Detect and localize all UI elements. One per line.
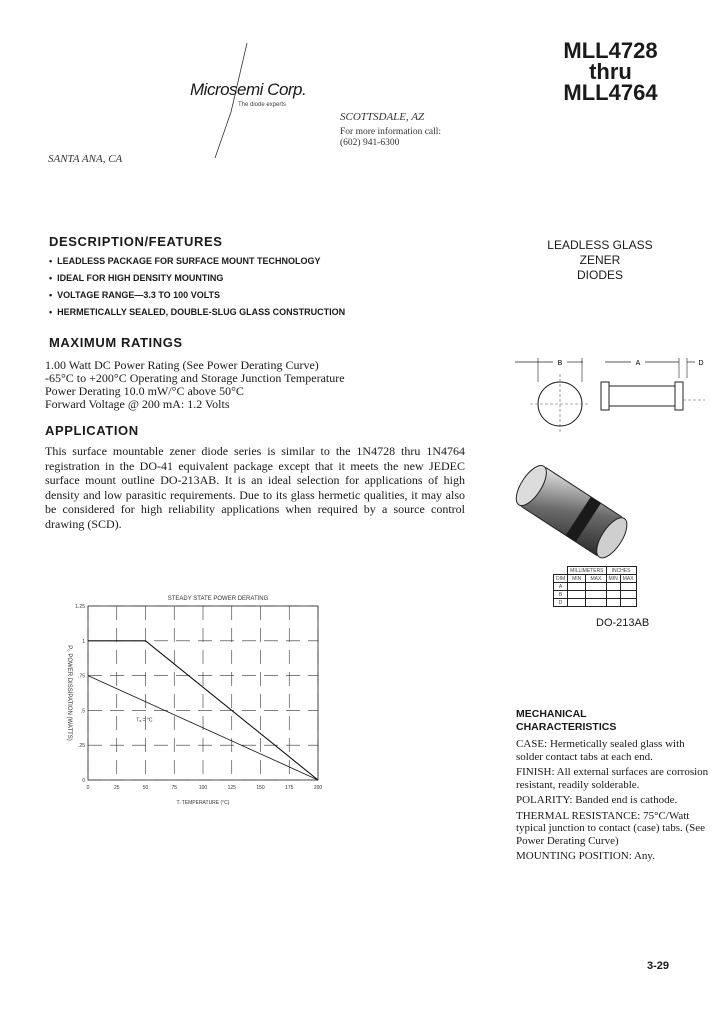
x-tick-label: 0 <box>86 785 90 791</box>
description-heading: DESCRIPTION/FEATURES <box>49 234 223 249</box>
rating-line: -65°C to +200°C Operating and Storage Junction Temperature <box>45 371 345 385</box>
chart-annotation: Tₐ = °C <box>136 717 153 724</box>
company-tagline: The diode experts <box>238 102 287 108</box>
y-tick-label: 1.25 <box>75 604 85 610</box>
ratings-list <box>45 359 345 411</box>
mech-thermal-text: 75°C/Watt typical junction to contact (case) tabs. (See Power Derating Curve) <box>516 809 706 847</box>
x-tick-label: 50 <box>142 785 149 791</box>
page-number: 3-29 <box>647 960 670 972</box>
feature-list <box>49 253 345 321</box>
rating-line: 1.00 Watt DC Power Rating (See Power Derating Curve) <box>45 358 319 372</box>
y-tick-label: .25 <box>78 743 85 750</box>
chart-y-axis-label: P₀ POWER DISSIPATION (WATTS) <box>66 645 72 741</box>
mechanical-characteristics <box>516 738 712 866</box>
y-tick-label: .75 <box>78 673 85 680</box>
y-tick-label: 0 <box>82 778 85 784</box>
mech-case <box>516 738 712 763</box>
table-cell <box>586 599 606 607</box>
table-header-cell: MIN <box>568 575 586 583</box>
feature-item: • LEADLESS PACKAGE FOR SURFACE MOUNT TECHNOLOGY <box>49 253 345 270</box>
product-type-line1: LEADLESS GLASS <box>547 238 653 252</box>
x-tick-label: 25 <box>113 785 120 791</box>
table-header-cell: DIM <box>554 575 568 583</box>
contact-info <box>340 127 441 149</box>
mech-mounting-text: Any. <box>633 850 655 862</box>
mech-finish-text: All external surfaces are corrosion resistant, readily solderable. <box>516 766 709 791</box>
dim-label-b: B <box>557 360 563 367</box>
table-header-cell: MIN <box>606 575 620 583</box>
y-tick-label: 1 <box>82 638 85 645</box>
table-row <box>554 567 637 575</box>
table-cell <box>568 583 586 591</box>
mech-mounting-label: MOUNTING POSITION: <box>516 850 632 862</box>
product-type-title <box>540 238 660 283</box>
table-row <box>554 575 637 583</box>
mech-case-text: Hermetically sealed glass with solder contact tabs at each end. <box>516 738 685 763</box>
product-type-line3: DIODES <box>576 268 623 282</box>
application-text: This surface mountable zener diode series is similar to the 1N4728 thru 1N4764 registration in the DO-41 equivalent package except that it meets the new JEDEC surface mount outline DO-213AB. It is an ideal selection for applications of high density and low parasitic requirements. Due to its glass hermetic qualities, it may also be considered for high reliability applications when required by a source control drawing (SCD). <box>45 444 465 531</box>
mech-thermal-label: THERMAL RESISTANCE: <box>516 809 641 822</box>
x-tick-label: 75 <box>171 785 178 791</box>
dim-label-d: D <box>698 360 704 367</box>
ratings-heading: MAXIMUM RATINGS <box>49 335 183 350</box>
table-header-cell: MAX <box>620 575 636 583</box>
table-cell: A <box>554 583 568 591</box>
part-number-block <box>548 40 673 103</box>
table-cell <box>606 599 620 607</box>
mech-polarity-label: POLARITY: <box>516 794 573 806</box>
chart-x-axis-label: Tₗ TEMPERATURE (°C) <box>176 800 230 806</box>
chart-title: STEADY STATE POWER DERATING <box>167 596 269 602</box>
table-cell <box>586 583 606 591</box>
power-derating-chart <box>58 590 328 820</box>
table-group-header: INCHES <box>606 567 636 575</box>
x-tick-label: 150 <box>256 785 265 791</box>
x-tick-label: 100 <box>198 785 208 791</box>
part-number-top: MLL4728 <box>563 38 658 63</box>
rating-line: Power Derating 10.0 mW/°C above 50°C <box>45 384 244 398</box>
rating-line: Forward Voltage @ 200 mA: 1.2 Volts <box>45 397 230 411</box>
table-group-header: MILLIMETERS <box>568 567 606 575</box>
mech-case-label: CASE: <box>516 738 548 750</box>
feature-item: • IDEAL FOR HIGH DENSITY MOUNTING <box>49 270 345 287</box>
mechanical-heading-line1: MECHANICAL <box>516 708 587 720</box>
contact-info-line1: For more information call: <box>340 127 442 137</box>
feature-item: • HERMETICALLY SEALED, DOUBLE-SLUG GLASS CONSTRUCTION <box>49 304 345 321</box>
mech-thermal <box>516 810 712 848</box>
feature-item: • VOLTAGE RANGE—3.3 TO 100 VOLTS <box>49 287 345 304</box>
table-header-cell: MAX <box>586 575 606 583</box>
package-dimension-table <box>553 566 637 607</box>
mechanical-heading <box>516 708 616 734</box>
chart-gridlines <box>88 606 318 780</box>
package-name: DO-213AB <box>596 617 650 629</box>
contact-phone: (602) 941-6300 <box>340 138 400 148</box>
mech-finish <box>516 766 712 791</box>
x-tick-label: 200 <box>313 785 323 791</box>
table-cell: D <box>554 599 568 607</box>
table-cell <box>620 583 636 591</box>
x-tick-label: 125 <box>227 785 236 791</box>
location-santa-ana: SANTA ANA, CA <box>48 153 123 165</box>
x-tick-label: 175 <box>285 785 294 791</box>
mech-polarity <box>516 794 712 807</box>
table-cell <box>568 591 586 599</box>
table-cell <box>606 591 620 599</box>
table-row <box>554 591 637 599</box>
diode-photo <box>508 460 638 570</box>
table-cell <box>620 599 636 607</box>
part-number-bottom: MLL4764 <box>563 80 658 105</box>
dim-label-a: A <box>635 360 641 367</box>
table-cell <box>586 591 606 599</box>
chart-tick-labels <box>75 604 322 791</box>
application-heading: APPLICATION <box>45 423 139 438</box>
company-logo: Microsemi Corp. <box>190 80 307 99</box>
mech-finish-label: FINISH: <box>516 766 555 778</box>
table-cell: B <box>554 591 568 599</box>
product-type-line2: ZENER <box>579 253 621 267</box>
table-cell <box>606 583 620 591</box>
mech-polarity-text: Banded end is cathode. <box>575 794 678 806</box>
table-row <box>554 599 637 607</box>
package-outline-drawing <box>505 348 715 438</box>
table-cell <box>620 591 636 599</box>
location-scottsdale: SCOTTSDALE, AZ <box>340 111 425 123</box>
mechanical-heading-line2: CHARACTERISTICS <box>516 721 617 733</box>
mech-mounting <box>516 850 712 863</box>
part-number-thru: thru <box>589 59 632 84</box>
y-tick-label: .5 <box>80 708 85 715</box>
table-row <box>554 583 637 591</box>
table-cell <box>568 599 586 607</box>
